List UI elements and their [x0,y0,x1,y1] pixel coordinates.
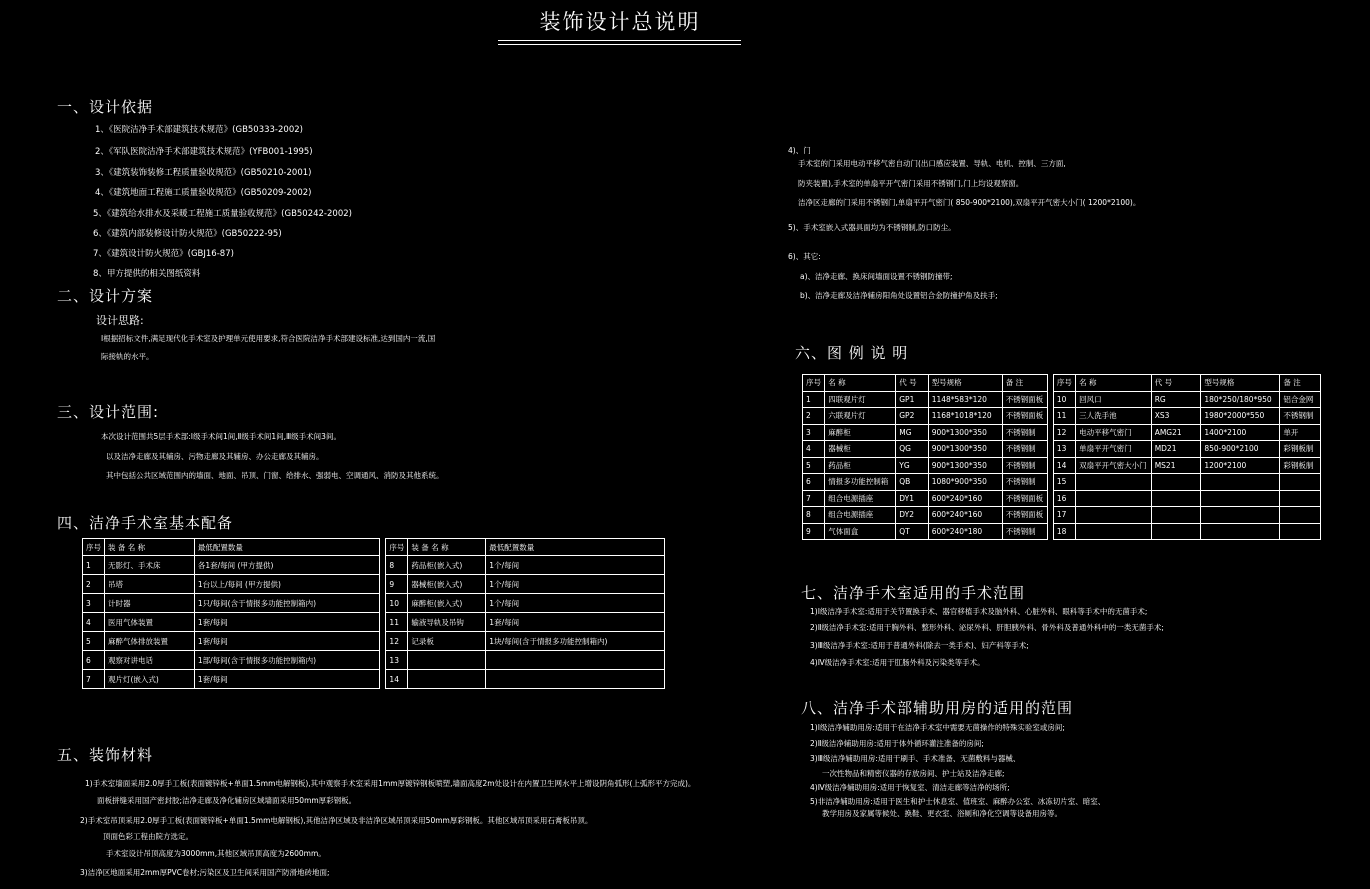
section-5-line: 顶面色彩工程由院方选定。 [103,832,193,841]
aux-room-line: 一次性物品和精密仪器的存放房间、护士站及洁净走廊; [822,769,1005,778]
surgery-scope-line: 3)Ⅲ级洁净手术室:适用于普通外科(除去一类手术)、妇产科等手术; [810,641,1029,650]
table-cell [1076,523,1152,540]
table-cell: 3 [83,594,105,613]
table-row [803,523,1321,540]
table-cell: AMG21 [1151,424,1201,441]
section-8-heading: 八、洁净手术部辅助用房的适用的范围 [801,699,1074,717]
table-cell: 观片灯(嵌入式) [105,670,195,689]
table-cell: 900*1300*350 [928,424,1002,441]
table-cell [1201,474,1280,491]
equipment-table [82,538,665,689]
table-cell: 彩钢板制 [1280,441,1321,458]
basis-item: 5、《建筑给水排水及采暖工程施工质量验收规范》(GB50242-2002) [93,209,352,219]
basis-item: 8、甲方提供的相关图纸资料 [93,269,201,279]
section-1-heading: 一、设计依据 [57,98,154,116]
table-cell: 观察对讲电话 [105,651,195,670]
table-cell: 不锈钢面板 [1002,408,1047,425]
table-cell: 10 [386,594,408,613]
table-cell: 900*1300*350 [928,441,1002,458]
door-line: 手术室的门采用电动平移气密自动门(出口感应装置、导轨、电机、控制、三方面, [798,159,1066,168]
table-cell: 16 [1053,490,1075,507]
section-3-line: 其中包括公共区域范围内的墙面、地面、吊顶、门窗、给排水、强弱电、空调通风、消防及其他系统。 [106,471,444,480]
section-2-heading: 二、设计方案 [57,287,154,305]
table-cell: 9 [386,575,408,594]
table-cell: 不锈钢制 [1002,457,1047,474]
section-3-line: 本次设计范围共5层手术部:Ⅰ级手术间1间,Ⅱ级手术间1间,Ⅲ级手术间3间。 [101,432,341,441]
table-cell: 14 [386,670,408,689]
door-line: 防夹装置),手术室的单扇平开气密门采用不锈钢门,门上均设观察窗。 [798,179,1024,188]
table-cell: QB [896,474,928,491]
table-row [803,408,1321,425]
table-row [83,613,665,632]
table-cell: 吊塔 [105,575,195,594]
table-header-row [83,539,665,556]
table-cell: 药品柜(嵌入式) [408,556,486,575]
table-cell: 10 [1053,391,1075,408]
table-cell: YG [896,457,928,474]
table-header-cell: 备 注 [1280,375,1321,392]
table-header-cell: 名 称 [1076,375,1152,392]
table-cell: 无影灯、手术床 [105,556,195,575]
table-cell: QT [896,523,928,540]
table-cell: 18 [1053,523,1075,540]
table-header-cell: 序号 [803,375,825,392]
table-cell: 四联观片灯 [825,391,896,408]
table-cell: 12 [386,632,408,651]
table-cell: 4 [83,613,105,632]
table-cell: 8 [386,556,408,575]
table-cell: 不锈钢面板 [1002,507,1047,524]
section-5-line: 1)手术室墙面采用2.0厚手工板(表面镀锌板+单面1.5mm电解钢板),其中观察手术室采用1mm厚镀锌钢板喷塑,墙面高度2m处设计在内置卫生网水平上增设阴角弧形(上弧形平方完成)。 [85,779,696,788]
table-cell: 麻醉柜(嵌入式) [408,594,486,613]
surgery-scope-line: 2)Ⅱ级洁净手术室:适用于胸外科、整形外科、泌尿外科、肝胆胰外科、骨外科及普通外科中的一类无菌手术; [810,623,1164,632]
table-cell: DY2 [896,507,928,524]
table-cell [1076,490,1152,507]
surgery-scope-line: 1)Ⅰ级洁净手术室:适用于关节置换手术、器官移植手术及脑外科、心脏外科、眼科等手术中的无菌手术; [810,607,1148,616]
table-cell [1076,507,1152,524]
table-cell: 6 [803,474,825,491]
table-row [83,651,665,670]
table-cell: 组合电源插座 [825,507,896,524]
table-cell: 1块/每间(含于情报多功能控制箱内) [486,632,665,651]
table-cell [1151,523,1201,540]
table-row [803,490,1321,507]
item-6-heading: 6)、其它: [788,252,821,261]
aux-room-line: 4)Ⅳ级洁净辅助用房:适用于恢复室、清洁走廊等洁净的场所; [810,783,1010,792]
table-cell: 双扇平开气密大小门 [1076,457,1152,474]
table-cell: 三人洗手池 [1076,408,1152,425]
door-heading: 4)、门 [788,146,811,155]
table-cell: 1168*1018*120 [928,408,1002,425]
basis-item: 1、《医院洁净手术部建筑技术规范》(GB50333-2002) [95,125,303,135]
title-underline [498,40,741,41]
table-cell: 12 [1053,424,1075,441]
table-cell: 不锈钢制 [1002,523,1047,540]
table-header-cell: 序号 [386,539,408,556]
table-cell: RG [1151,391,1201,408]
table-cell: 7 [83,670,105,689]
table-cell: MS21 [1151,457,1201,474]
table-cell: 药品柜 [825,457,896,474]
table-cell: 9 [803,523,825,540]
section-4-heading: 四、洁净手术室基本配备 [57,514,234,532]
table-header-cell: 名 称 [825,375,896,392]
table-cell: 1 [803,391,825,408]
table-row [803,474,1321,491]
table-cell: 6 [83,651,105,670]
section-7-heading: 七、洁净手术室适用的手术范围 [801,584,1026,602]
table-cell: 计时器 [105,594,195,613]
table-cell [1201,523,1280,540]
table-cell: 13 [386,651,408,670]
item-6-line: b)、洁净走廊及洁净辅房阳角处设置铝合金防撞护角及扶手; [800,291,998,300]
table-cell: 记录板 [408,632,486,651]
section-5-line: 面板拼缝采用国产密封胶;洁净走廊及净化辅房区域墙面采用50mm厚彩钢板。 [97,796,357,805]
section-5-line: 2)手术室吊顶采用2.0厚手工板(表面镀锌板+单面1.5mm电解钢板),其他洁净区域及非洁净区域吊顶采用50mm厚彩钢板。其他区域吊顶采用石膏板吊顶。 [80,816,593,825]
table-row [803,441,1321,458]
table-cell: 4 [803,441,825,458]
table-cell: 麻醉柜 [825,424,896,441]
table-cell: 组合电源插座 [825,490,896,507]
table-cell: 1套/每间 [194,613,380,632]
table-header-cell: 最低配置数量 [194,539,380,556]
table-cell: 六联观片灯 [825,408,896,425]
table-cell: 情报多功能控制箱 [825,474,896,491]
table-cell: 单扇平开气密门 [1076,441,1152,458]
section-3-heading: 三、设计范围: [57,403,160,421]
table-cell: 13 [1053,441,1075,458]
table-cell: 2 [803,408,825,425]
table-cell: MD21 [1151,441,1201,458]
basis-item: 2、《军队医院洁净手术部建筑技术规范》(YFB001-1995) [95,147,313,157]
table-cell [1151,507,1201,524]
section-3-line: 以及洁净走廊及其辅房、污物走廊及其辅房、办公走廊及其辅房。 [106,452,324,461]
table-cell: 1套/每间 [194,670,380,689]
table-row [83,670,665,689]
table-row [83,556,665,575]
table-cell: 1148*583*120 [928,391,1002,408]
table-cell: 电动平移气密门 [1076,424,1152,441]
table-cell: GP2 [896,408,928,425]
table-header-cell: 代 号 [896,375,928,392]
table-cell: 1 [83,556,105,575]
title-underline-2 [498,44,741,45]
table-cell: 600*240*160 [928,490,1002,507]
table-cell [486,670,665,689]
table-cell: 850-900*2100 [1201,441,1280,458]
table-header-cell: 型号规格 [928,375,1002,392]
section-5-heading: 五、装饰材料 [57,746,154,764]
table-header-cell: 最低配置数量 [486,539,665,556]
table-cell: 1080*900*350 [928,474,1002,491]
table-cell: 5 [803,457,825,474]
table-cell: 1只/每间(含于情报多功能控制箱内) [194,594,380,613]
table-cell: 1部/每间(含于情报多功能控制箱内) [194,651,380,670]
table-cell: 气体面盒 [825,523,896,540]
table-cell: 不锈钢制 [1002,441,1047,458]
table-cell: 600*240*180 [928,523,1002,540]
table-cell [486,651,665,670]
table-cell [1280,507,1321,524]
drawing-title: 装饰设计总说明 [539,10,701,34]
table-cell [1280,474,1321,491]
table-cell [408,651,486,670]
table-header-cell: 装 备 名 称 [408,539,486,556]
table-cell: 铝合金网 [1280,391,1321,408]
table-cell: 180*250/180*950 [1201,391,1280,408]
table-cell: 彩钢板制 [1280,457,1321,474]
table-cell: 11 [1053,408,1075,425]
table-cell: 1套/每间 [486,613,665,632]
table-row [83,632,665,651]
table-cell: 不锈钢制 [1280,408,1321,425]
table-cell [1201,507,1280,524]
table-cell: 5 [83,632,105,651]
basis-item: 6、《建筑内部装修设计防火规范》(GB50222-95) [93,229,282,239]
table-cell: MG [896,424,928,441]
table-cell: 单开 [1280,424,1321,441]
table-cell: 7 [803,490,825,507]
table-cell: 1200*2100 [1201,457,1280,474]
table-cell: 1个/每间 [486,575,665,594]
legend-table [802,374,1321,540]
table-cell: 600*240*160 [928,507,1002,524]
table-cell [408,670,486,689]
table-cell: 1个/每间 [486,556,665,575]
table-cell: DY1 [896,490,928,507]
table-cell: 不锈钢面板 [1002,490,1047,507]
table-cell [1280,490,1321,507]
table-cell: XS3 [1151,408,1201,425]
table-row [83,594,665,613]
table-cell: 17 [1053,507,1075,524]
table-cell [1076,474,1152,491]
aux-room-line: 1)Ⅰ级洁净辅助用房:适用于在洁净手术室中需要无菌操作的特殊实验室或房间; [810,723,1065,732]
table-cell: 1980*2000*550 [1201,408,1280,425]
table-cell: 8 [803,507,825,524]
section-5-line: 3)洁净区地面采用2mm厚PVC卷材;污染区及卫生间采用国产防滑地砖地面; [80,868,330,877]
table-cell: 1台以上/每间 (甲方提供) [194,575,380,594]
table-cell: 1套/每间 [194,632,380,651]
table-cell [1151,490,1201,507]
section-2-line: Ⅰ根据招标文件,满足现代化手术室及护理单元使用要求,符合医院洁净手术部建设标准,达到国内一流,国 [101,334,436,343]
table-header-cell: 序号 [83,539,105,556]
section-5-line: 手术室设计吊顶高度为3000mm,其他区域吊顶高度为2600mm。 [106,849,326,858]
table-cell: 麻醉气体排放装置 [105,632,195,651]
basis-item: 3、《建筑装饰装修工程质量验收规范》(GB50210-2001) [95,168,312,178]
door-line: 洁净区走廊的门采用不锈钢门,单扇平开气密门( 850-900*2100),双扇平开气密大小门( 1200*2100)。 [798,198,1141,207]
table-cell: 1400*2100 [1201,424,1280,441]
item-6-line: a)、洁净走廊、换床间墙面设置不锈钢防撞带; [800,272,953,281]
table-header-cell: 装 备 名 称 [105,539,195,556]
table-cell: 医用气体装置 [105,613,195,632]
table-cell: QG [896,441,928,458]
table-cell: 900*1300*350 [928,457,1002,474]
table-cell: 不锈钢制 [1002,424,1047,441]
basis-item: 7、《建筑设计防火规范》(GBJ16-87) [93,249,234,259]
table-row [803,391,1321,408]
item-5-line: 5)、手术室嵌入式器具面均为不锈钢制,防口防尘。 [788,223,956,232]
table-header-cell: 代 号 [1151,375,1201,392]
table-cell: 不锈钢面板 [1002,391,1047,408]
table-cell: 器械柜 [825,441,896,458]
table-header-cell: 序号 [1053,375,1075,392]
section-2-line: 际接轨的水平。 [101,352,154,361]
table-cell: 1个/每间 [486,594,665,613]
table-cell [1151,474,1201,491]
table-cell: 输液导轨及吊钩 [408,613,486,632]
table-header-cell: 备 注 [1002,375,1047,392]
table-cell: GP1 [896,391,928,408]
aux-room-line: 5)非洁净辅助用房:适用于医生和护士休息室、值班室、麻醉办公室、冰冻切片室、暗室、 [810,797,1106,806]
table-cell: 11 [386,613,408,632]
table-cell: 2 [83,575,105,594]
table-cell: 各1套/每间 (甲方提供) [194,556,380,575]
table-cell: 3 [803,424,825,441]
aux-room-line: 教学用房及家属等候处、换鞋、更衣室、浴厕和净化空调等设备用房等。 [822,809,1062,818]
table-cell: 15 [1053,474,1075,491]
section-2-subheading: 设计思路: [96,314,144,327]
table-row [803,424,1321,441]
table-row [83,575,665,594]
table-row [803,507,1321,524]
surgery-scope-line: 4)Ⅳ级洁净手术室:适用于肛肠外科及污染类等手术。 [810,658,985,667]
table-cell: 回风口 [1076,391,1152,408]
table-row [803,457,1321,474]
aux-room-line: 3)Ⅲ级洁净辅助用房:适用于刷手、手术准备、无菌敷料与器械、 [810,754,1021,763]
table-header-row [803,375,1321,392]
aux-room-line: 2)Ⅱ级洁净辅助用房:适用于体外循环灌注准备的房间; [810,739,984,748]
table-cell: 不锈钢制 [1002,474,1047,491]
table-header-cell: 型号规格 [1201,375,1280,392]
table-cell: 14 [1053,457,1075,474]
table-cell [1201,490,1280,507]
section-6-heading: 六、图 例 说 明 [795,344,909,362]
table-cell [1280,523,1321,540]
table-cell: 器械柜(嵌入式) [408,575,486,594]
basis-item: 4、《建筑地面工程施工质量验收规范》(GB50209-2002) [95,188,312,198]
